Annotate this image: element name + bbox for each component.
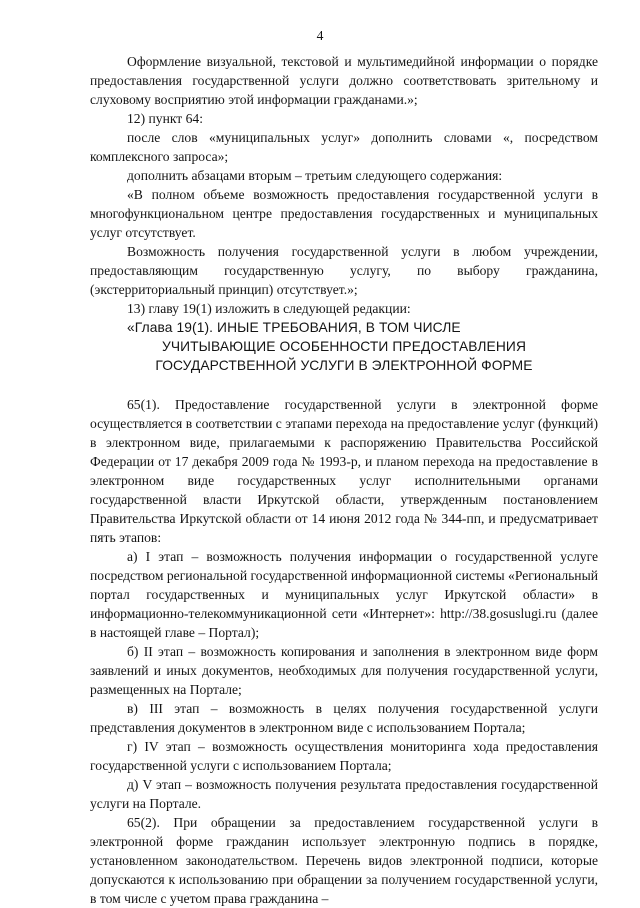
document-body bbox=[90, 52, 598, 908]
chapter-heading-line-2: УЧИТЫВАЮЩИЕ ОСОБЕННОСТИ ПРЕДОСТАВЛЕНИЯ bbox=[161, 339, 527, 354]
paragraph-65-2: 65(2). При обращении за предоставлением государственной услуги в электронной форме гражданин использует электронную подпись в порядке, установленном законодательством. Перечень видов электронной подписи, которые допускаются к использованию при обращении за получением государственной услуги, в том числе с учетом права гражданина – bbox=[90, 815, 598, 906]
paragraph-stage-4: г) IV этап – возможность осуществления мониторинга хода предоставления государственной услуги с использованием Портала; bbox=[90, 739, 598, 773]
spacer bbox=[90, 375, 598, 395]
paragraph-stage-3: в) III этап – возможность в целях получения государственной услуги представления документов в электронном виде с использованием Портала; bbox=[90, 701, 598, 735]
paragraph-item-13: 13) главу 19(1) изложить в следующей редакции: bbox=[127, 301, 411, 316]
paragraph-extraterritorial: Возможность получения государственной услуги в любом учреждении, предоставляющим государственную услугу, по выбору гражданина, (экстерриториальный принцип) отсутствует.»; bbox=[90, 244, 598, 297]
paragraph-stage-1: а) I этап – возможность получения информации о государственной услуге посредством региональной государственной информационной системы «Региональный портал государственных и муниципальных услуг Иркутской области» в информационно-телекоммуникационной сети «Интернет»: http://38.gosuslugi.ru (далее в настоящей главе – Портал); bbox=[90, 549, 598, 640]
paragraph-add-subparagraphs: дополнить абзацами вторым – третьим следующего содержания: bbox=[127, 168, 503, 183]
paragraph-65-1: 65(1). Предоставление государственной услуги в электронной форме осуществляется в соответствии с этапами перехода на предоставление услуг (функций) в электронном виде, прилагаемыми к распоряжению Правительства Российской Федерации от 17 декабря 2009 года № 1993-р, и планом перехода на предоставление в электронном виде государственных услуг исполнительными органами государственной власти Иркутской области, утвержденным постановлением Правительства Иркутской области от 14 июня 2012 года № 344-пп, и предусматривает пять этапов: bbox=[90, 397, 598, 545]
page-number: 4 bbox=[316, 28, 324, 43]
paragraph-item-12: 12) пункт 64: bbox=[127, 111, 204, 126]
chapter-heading-line-1: «Глава 19(1). ИНЫЕ ТРЕБОВАНИЯ, В ТОМ ЧИСЛЕ bbox=[127, 320, 461, 335]
paragraph-after-words: после слов «муниципальных услуг» дополнить словами «, посредством комплексного запроса»; bbox=[90, 130, 598, 164]
paragraph-visual-info: Оформление визуальной, текстовой и мультимедийной информации о порядке предоставления государственной услуги должно соответствовать зрительному и слуховому восприятию этой информации гражданами.»; bbox=[90, 54, 598, 107]
chapter-heading-line-3: ГОСУДАРСТВЕННОЙ УСЛУГИ В ЭЛЕКТРОННОЙ ФОРМЕ bbox=[155, 358, 533, 373]
paragraph-stage-2: б) II этап – возможность копирования и заполнения в электронном виде форм заявлений и иных документов, необходимых для получения государственной услуги, размещенных на Портале; bbox=[90, 644, 598, 697]
paragraph-stage-5: д) V этап – возможность получения результата предоставления государственной услуги на Портале. bbox=[90, 777, 598, 811]
paragraph-mfc-quote: «В полном объеме возможность предоставления государственной услуги в многофункциональном центре предоставления государственных и муниципальных услуг отсутствует. bbox=[90, 187, 598, 240]
